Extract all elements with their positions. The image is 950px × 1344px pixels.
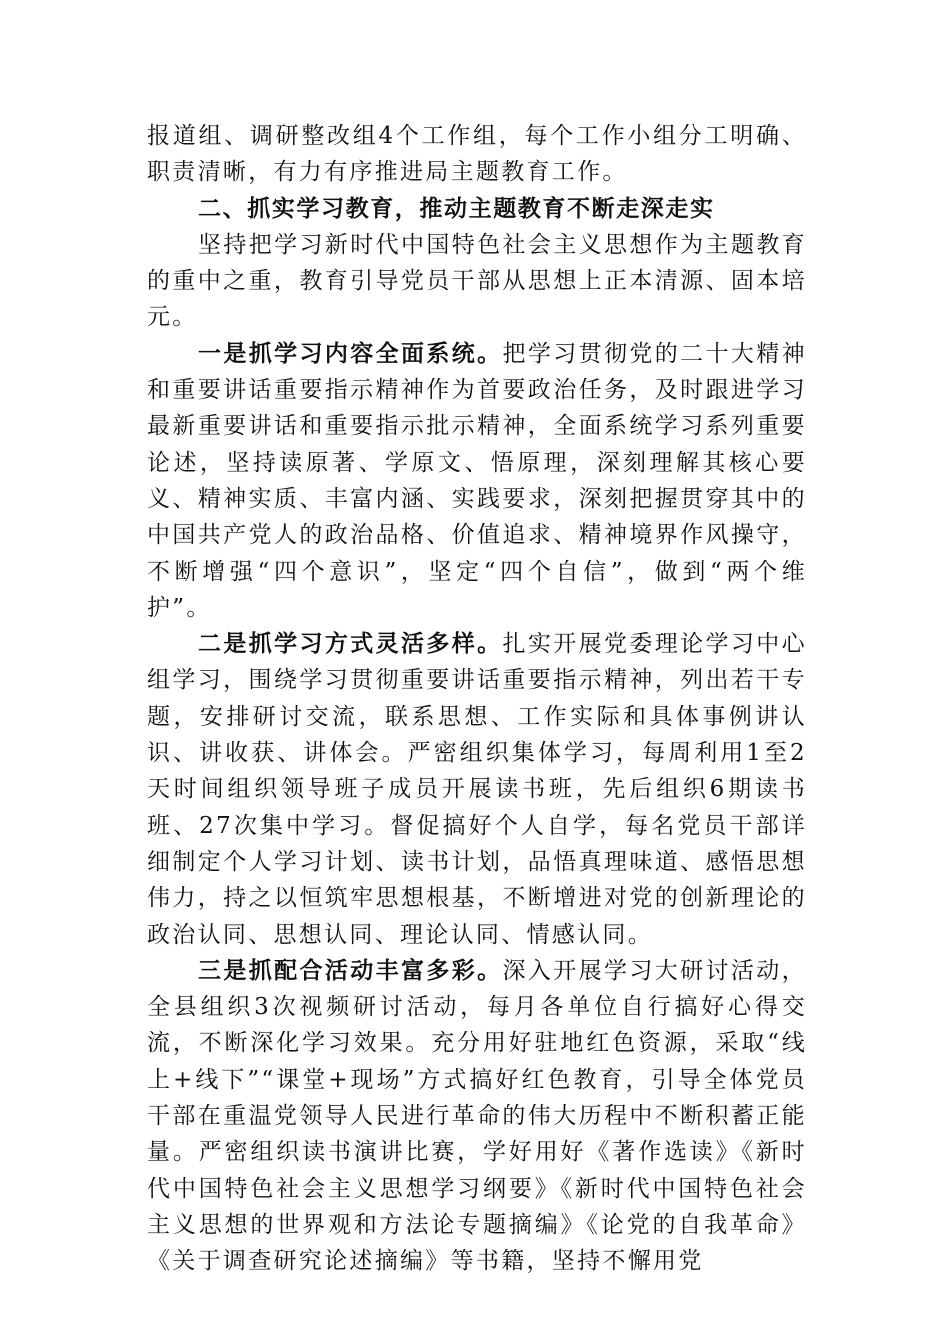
paragraph-lead-2: 二是抓学习方式灵活多样。 bbox=[198, 630, 503, 658]
paragraph-study-content bbox=[147, 336, 807, 626]
paragraph-study-methods bbox=[147, 626, 807, 953]
paragraph-activities bbox=[147, 953, 807, 1280]
paragraph-body-2: 扎实开展党委理论学习中心组学习，围绕学习贯彻重要讲话重要指示精神，列出若干专题，安排研讨交流，联系思想、工作实际和具体事例讲认识、讲收获、讲体会。严密组织集体学习，每周利用1至2天时间组织领导班子成员开展读书班，先后组织6期读书班、27次集中学习。督促搞好个人自学，每名党员干部详细制定个人学习计划、读书计划，品悟真理味道、感悟思想伟力，持之以恒筑牢思想根基，不断增进对党的创新理论的政治认同、思想认同、理论认同、情感认同。 bbox=[147, 631, 807, 948]
paragraph-2: 坚持把学习新时代中国特色社会主义思想作为主题教育的重中之重，教育引导党员干部从思想上正本清源、固本培元。 bbox=[147, 231, 807, 331]
paragraph-body-1: 把学习贯彻党的二十大精神和重要讲话重要指示精神作为首要政治任务，及时跟进学习最新重要讲话和重要指示批示精神，全面系统学习系列重要论述，坚持读原著、学原文、悟原理，深刻理解其核心要义、精神实质、丰富内涵、实践要求，深刻把握贯穿其中的中国共产党人的政治品格、价值追求、精神境界作风操守，不断增强“四个意识”，坚定“四个自信”，做到“两个维护”。 bbox=[147, 340, 807, 621]
paragraph-body-3: 深入开展学习大研讨活动，全县组织3次视频研讨活动，每月各单位自行搞好心得交流，不断深化学习效果。充分用好驻地红色资源，采取“线上+线下”“课堂+现场”方式搞好红色教育，引导全体党员干部在重温党领导人民进行革命的伟大历程中不断积蓄正能量。严密组织读书演讲比赛，学好用好《著作选读》《新时代中国特色社会主义思想学习纲要》《新时代中国特色社会主义思想的世界观和方法论专题摘编》《论党的自我革命》《关于调查研究论述摘编》等书籍，坚持不懈用党 bbox=[147, 957, 807, 1275]
document-page bbox=[147, 118, 807, 1280]
paragraph-1: 报道组、调研整改组4个工作组，每个工作小组分工明确、职责清晰，有力有序推进局主题教育工作。 bbox=[147, 123, 807, 186]
section-heading-2: 二、抓实学习教育，推动主题教育不断走深走实 bbox=[198, 194, 715, 222]
paragraph-lead-1: 一是抓学习内容全面系统。 bbox=[198, 339, 503, 367]
paragraph-lead-3: 三是抓配合活动丰富多彩。 bbox=[198, 956, 503, 984]
